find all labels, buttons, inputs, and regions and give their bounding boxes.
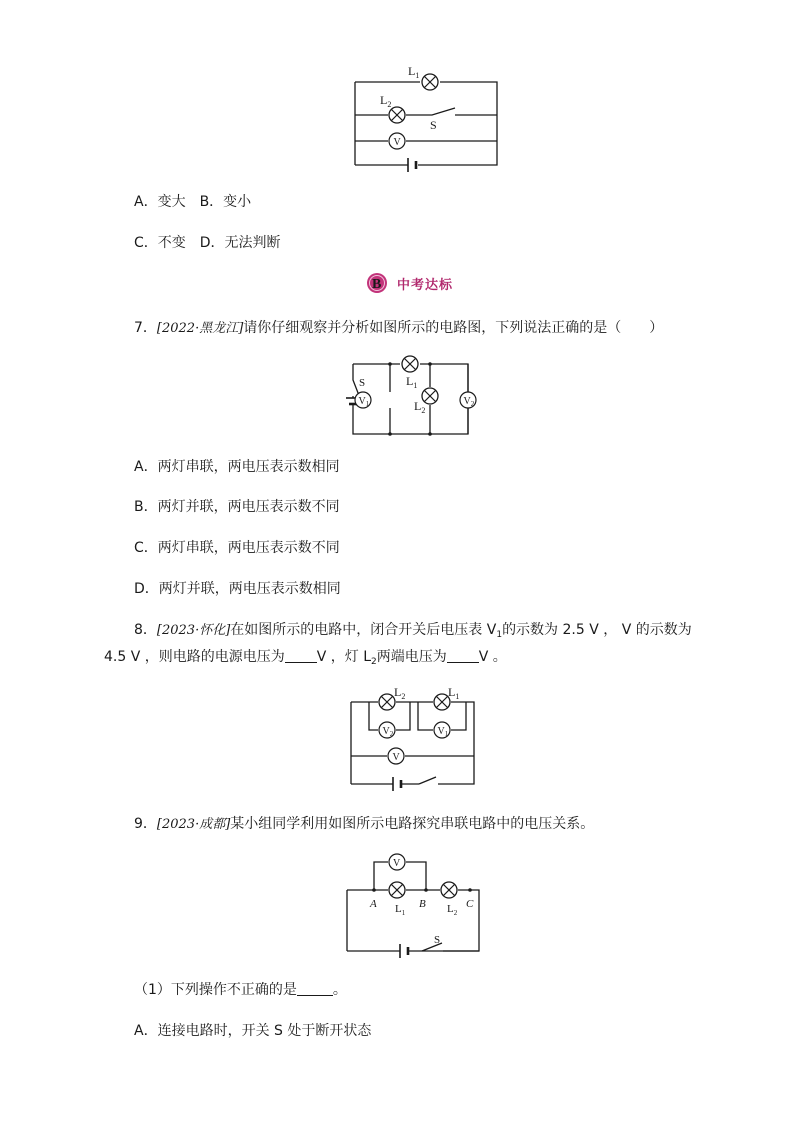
lamp-l2-icon [441,882,457,898]
q9-stem: 9．[2023·成都]某小组同学利用如图所示电路探究串联电路中的电压关系。 [134,816,595,832]
switch-label: S [430,118,437,132]
l2-label: $L_2$ [447,903,458,917]
v2-label: $V_2$ [463,396,475,408]
q9-option-a: A．连接电路时，开关 S 处于断开状态 [134,1023,372,1039]
lamp-l1-icon [389,882,405,898]
switch-label: S [434,934,441,946]
answer-blank[interactable] [447,648,479,663]
svg-text:B: B [372,277,382,292]
q6-options-ab: A．变大 B．变小 [134,194,252,210]
l2-label: $L_2$ [394,685,406,701]
v2-label: $V_2$ [382,726,394,738]
q7-stem: 7．[2022·黑龙江]请你仔细观察并分析如图所示的电路图，下列说法正确的是（ ） [134,320,664,336]
v1-label: $V_1$ [437,726,449,738]
l2-label: $L_2$ [414,399,426,415]
switch-label: S [359,377,366,389]
point-c-label: C [466,898,474,910]
l1-label: $L_1$ [395,903,406,917]
l1-label: $L_1$ [408,64,420,80]
q8-stem-line2: 4.5 V ，则电路的电源电压为 V ，灯 $L_2$两端电压为 V 。 [104,649,507,667]
voltmeter-label: V [393,137,401,148]
answer-blank[interactable] [297,981,333,996]
section-title: 中考达标 [397,278,454,293]
lamp-l2-icon [422,388,438,404]
q7-option-b: B．两灯并联，两电压表示数不同 [134,499,340,515]
lamp-l2-icon [379,694,395,710]
lamp-l2-icon [389,107,405,123]
q9-subquestion-1: （1）下列操作不正确的是 。 [134,982,347,998]
v1-label: $V_1$ [358,396,370,408]
circuit-figure-q9 [342,850,487,956]
point-b-label: B [419,898,426,910]
lamp-l1-icon [402,356,418,372]
v-label: V [392,752,400,763]
section-badge-icon [366,272,388,294]
circuit-figure-q8 [346,684,481,789]
lamp-l1-icon [422,74,438,90]
circuit-figure-q6 [350,62,510,172]
q6-options-cd: C．不变 D．无法判断 [134,235,281,251]
l1-label: $L_1$ [406,374,418,390]
l1-label: $L_1$ [448,685,460,701]
q7-option-d: D．两灯并联，两电压表示数相同 [134,581,341,597]
q7-option-a: A．两灯串联，两电压表示数相同 [134,459,340,475]
voltmeter-label: V [393,858,401,869]
q7-option-c: C．两灯串联，两电压表示数不同 [134,540,340,556]
q8-stem-line1: 8．[2023·怀化]在如图所示的电路中，闭合开关后电压表 $V_1$的示数为 2.5 V ， V 的示数为 [134,622,692,640]
point-a-label: A [370,898,377,910]
l2-label: $L_2$ [380,93,392,109]
answer-blank[interactable] [285,648,317,663]
circuit-figure-q7 [340,352,490,442]
